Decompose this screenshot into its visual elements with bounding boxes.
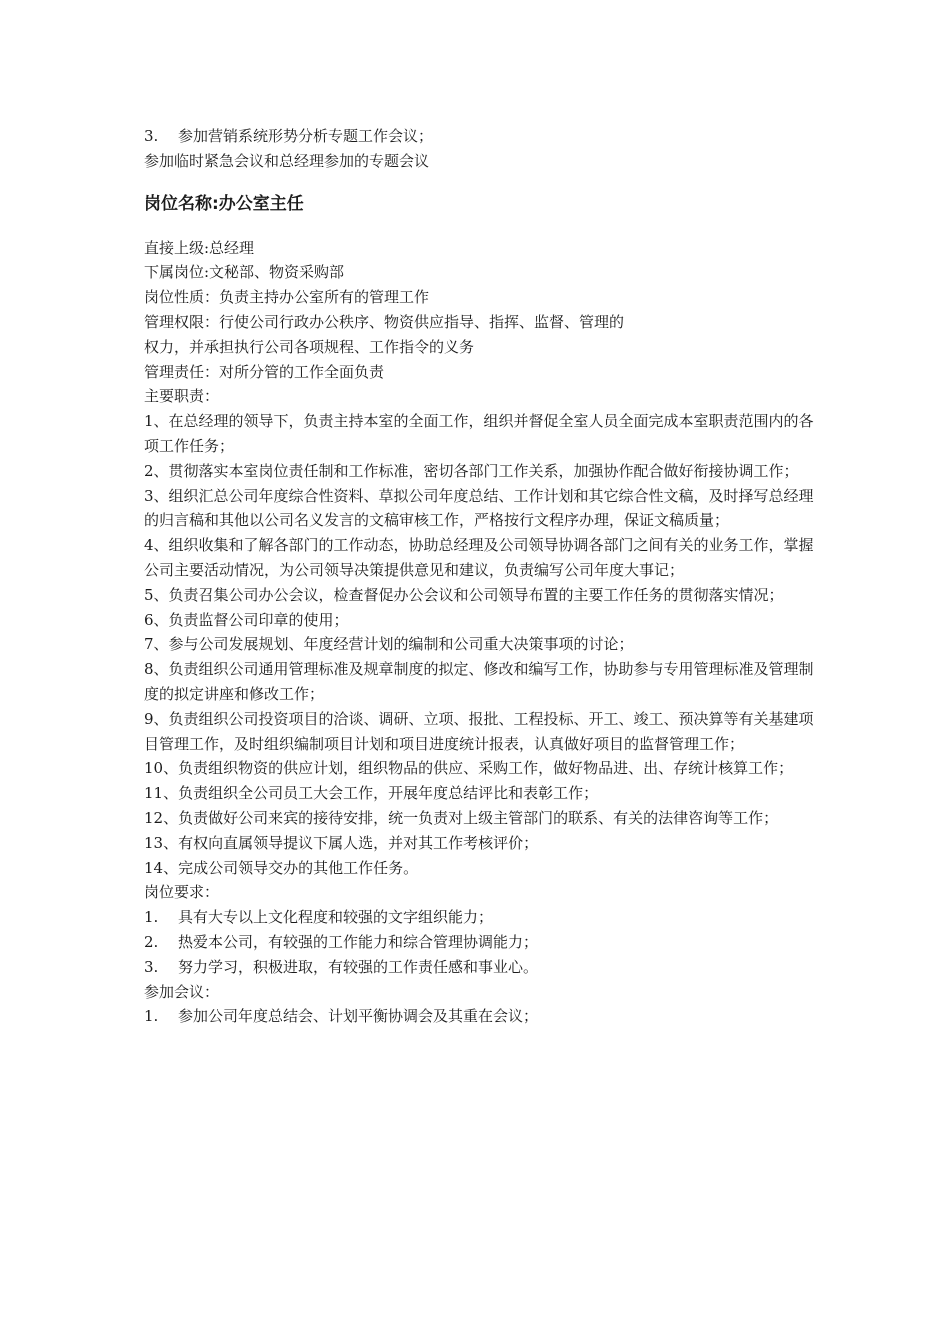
duty-item: 3、组织汇总公司年度综合性资料、草拟公司年度总结、工作计划和其它综合性文稿，及时择写总经理的归言稿和其他以公司名义发言的文稿审核工作，严格按行文程序办理，保证文稿质量； xyxy=(144,486,814,530)
list-text: 热爱本公司，有较强的工作能力和综合管理协调能力； xyxy=(178,932,539,951)
requirements-heading: 岗位要求： xyxy=(144,883,220,902)
list-text: 参加公司年度总结会、计划平衡协调会及其重在会议； xyxy=(178,1007,539,1026)
list-number: 3. xyxy=(144,957,159,976)
duty-item: 12、负责做好公司来宾的接待安排，统一负责对上级主管部门的联系、有关的法律咨询等工作； xyxy=(144,808,779,827)
duty-item: 5、负责召集公司办公会议，检查督促办公会议和公司领导布置的主要工作任务的贯彻落实情况； xyxy=(144,585,784,604)
list-text: 参加营销系统形势分析专题工作会议； xyxy=(178,127,434,145)
meetings-heading: 参加会议： xyxy=(144,982,220,1001)
extra-meeting-line: 参加临时紧急会议和总经理参加的专题会议 xyxy=(144,151,430,170)
meeting-item xyxy=(144,1004,814,1029)
document-page xyxy=(144,124,814,1029)
requirement-item xyxy=(144,955,814,980)
list-text: 努力学习，积极进取，有较强的工作责任感和事业心。 xyxy=(178,957,539,976)
superior-line: 直接上级:总经理 xyxy=(144,238,255,257)
list-number: 1. xyxy=(144,908,159,927)
subordinates-line: 下属岗位:文秘部、物资采购部 xyxy=(144,263,345,282)
list-text: 具有大专以上文化程度和较强的文字组织能力； xyxy=(178,908,494,927)
requirement-item xyxy=(144,905,814,930)
requirement-item xyxy=(144,930,814,955)
duty-item: 13、有权向直属领导提议下属人选，并对其工作考核评价； xyxy=(144,833,539,852)
duty-item: 8、负责组织公司通用管理标准及规章制度的拟定、修改和编写工作，协助参与专用管理标准及管理制度的拟定讲座和修改工作； xyxy=(144,660,814,703)
duty-item: 4、组织收集和了解各部门的工作动态，协助总经理及公司领导协调各部门之间有关的业务工作，掌握公司主要活动情况，为公司领导决策提供意见和建议，负责编写公司年度大事记； xyxy=(144,536,814,579)
list-number: 1. xyxy=(144,1007,159,1026)
duty-item: 7、参与公司发展规划、年度经营计划的编制和公司重大决策事项的讨论； xyxy=(144,635,634,654)
duty-item: 14、完成公司领导交办的其他工作任务。 xyxy=(144,858,419,877)
responsibility-line: 管理责任：对所分管的工作全面负责 xyxy=(144,362,385,381)
list-number: 2. xyxy=(144,932,159,951)
meeting-item-3 xyxy=(144,124,814,149)
section-title: 岗位名称:办公室主任 xyxy=(144,193,304,214)
duty-item: 10、负责组织物资的供应计划，组织物品的供应、采购工作，做好物品进、出、存统计核算工作； xyxy=(144,759,794,778)
authority-line-2: 权力，并承担执行公司各项规程、工作指令的义务 xyxy=(144,337,475,356)
duty-item: 2、贯彻落实本室岗位责任制和工作标准，密切各部门工作关系，加强协作配合做好衔接协调工作； xyxy=(144,461,799,480)
duties-heading: 主要职责： xyxy=(144,387,220,406)
list-number: 3. xyxy=(144,127,159,145)
duty-item: 11、负责组织全公司员工大会工作，开展年度总结评比和表彰工作； xyxy=(144,784,599,803)
duty-item: 9、负责组织公司投资项目的洽谈、调研、立项、报批、工程投标、开工、竣工、预决算等有关基建项目管理工作，及时组织编制项目计划和项目进度统计报表，认真做好项目的监督管理工作； xyxy=(144,709,814,753)
duty-item: 1、在总经理的领导下，负责主持本室的全面工作，组织并督促全室人员全面完成本室职责范围内的各项工作任务； xyxy=(144,412,814,455)
duty-item: 6、负责监督公司印章的使用； xyxy=(144,610,349,629)
authority-line-1: 管理权限：行使公司行政办公秩序、物资供应指导、指挥、监督、管理的 xyxy=(144,312,625,331)
nature-line: 岗位性质：负责主持办公室所有的管理工作 xyxy=(144,288,430,307)
